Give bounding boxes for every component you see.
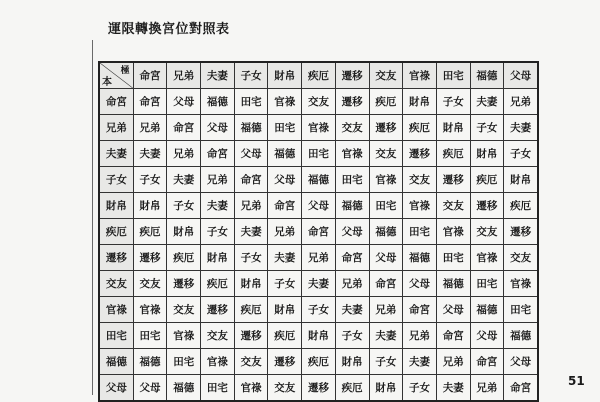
table-cell: 兄弟 [369,297,403,323]
table-cell: 子女 [268,271,302,297]
table-cell: 田宅 [201,375,235,402]
table-cell: 子女 [470,115,504,141]
table-cell: 疾厄 [504,193,538,219]
table-cell: 命宮 [403,297,437,323]
table-cell: 子女 [133,167,167,193]
table-cell: 遷移 [167,271,201,297]
table-cell: 疾厄 [470,167,504,193]
table-cell: 父母 [268,167,302,193]
column-header: 子女 [234,62,268,89]
table-cell: 田宅 [470,271,504,297]
table-cell: 父母 [167,89,201,115]
table-cell: 命宮 [234,167,268,193]
column-header: 遷移 [335,62,369,89]
table-cell: 兄弟 [133,115,167,141]
table-row [99,297,538,323]
table-cell: 官祿 [369,167,403,193]
table-cell: 交友 [201,323,235,349]
table-cell: 財帛 [302,323,336,349]
table-cell: 官祿 [167,323,201,349]
table-cell: 田宅 [436,245,470,271]
table-cell: 兄弟 [302,245,336,271]
table-cell: 交友 [470,219,504,245]
table-cell: 福德 [335,193,369,219]
table-cell: 夫妻 [335,297,369,323]
table-cell: 夫妻 [133,141,167,167]
table-cell: 命宮 [201,141,235,167]
table-cell: 疾厄 [369,89,403,115]
table-cell: 官祿 [133,297,167,323]
page-title: 運限轉換宮位對照表 [108,22,230,37]
table-cell: 疾厄 [268,323,302,349]
table-cell: 子女 [369,349,403,375]
table-cell: 福德 [369,219,403,245]
table-cell: 父母 [302,193,336,219]
table-cell: 命宮 [504,375,538,402]
table-cell: 夫妻 [369,323,403,349]
table-cell: 夫妻 [167,167,201,193]
row-header: 兄弟 [99,115,133,141]
table-cell: 父母 [504,349,538,375]
table-cell: 命宮 [268,193,302,219]
table-cell: 子女 [335,323,369,349]
table-cell: 交友 [403,167,437,193]
table-cell: 福德 [470,297,504,323]
table-cell: 田宅 [504,297,538,323]
table-cell: 財帛 [369,375,403,402]
table-cell: 疾厄 [201,271,235,297]
table-cell: 父母 [133,375,167,402]
row-header: 疾厄 [99,219,133,245]
table-cell: 夫妻 [470,89,504,115]
table-cell: 兄弟 [335,271,369,297]
table-cell: 田宅 [302,141,336,167]
table-cell: 兄弟 [201,167,235,193]
table-row [99,271,538,297]
table-cell: 福德 [133,349,167,375]
table-cell: 子女 [201,219,235,245]
table-cell: 兄弟 [504,89,538,115]
column-header: 交友 [369,62,403,89]
table-cell: 遷移 [436,167,470,193]
table-cell: 夫妻 [436,375,470,402]
table-cell: 夫妻 [201,193,235,219]
table-cell: 夫妻 [302,271,336,297]
table-cell: 財帛 [234,271,268,297]
table-cell: 遷移 [504,219,538,245]
table-cell: 命宮 [167,115,201,141]
table-cell: 父母 [335,219,369,245]
table-cell: 官祿 [201,349,235,375]
page-number: 51 [568,374,585,388]
table-cell: 官祿 [302,115,336,141]
table-cell: 田宅 [268,115,302,141]
table-cell: 福德 [403,245,437,271]
table-row [99,245,538,271]
table-row [99,167,538,193]
table-cell: 遷移 [268,349,302,375]
table-cell: 命宮 [302,219,336,245]
table-cell: 父母 [201,115,235,141]
table-row [99,219,538,245]
table-cell: 疾厄 [167,245,201,271]
table-cell: 官祿 [268,89,302,115]
table-cell: 財帛 [201,245,235,271]
table-cell: 命宮 [335,245,369,271]
table-cell: 子女 [234,245,268,271]
table-cell: 命宮 [133,89,167,115]
row-header: 財帛 [99,193,133,219]
table-cell: 財帛 [133,193,167,219]
row-header: 交友 [99,271,133,297]
table-cell: 遷移 [234,323,268,349]
table-cell: 子女 [302,297,336,323]
table-cell: 交友 [504,245,538,271]
table-cell: 財帛 [268,297,302,323]
table-cell: 兄弟 [436,349,470,375]
row-header: 官祿 [99,297,133,323]
table-row [99,141,538,167]
table-cell: 財帛 [403,89,437,115]
table-row [99,375,538,402]
row-header: 福德 [99,349,133,375]
table-cell: 疾厄 [403,115,437,141]
table-cell: 子女 [504,141,538,167]
row-header: 父母 [99,375,133,402]
table-cell: 官祿 [504,271,538,297]
table-cell: 夫妻 [504,115,538,141]
table-cell: 命宮 [369,271,403,297]
table-row [99,89,538,115]
row-header: 命宮 [99,89,133,115]
table-cell: 田宅 [133,323,167,349]
table-cell: 田宅 [167,349,201,375]
table-cell: 福德 [167,375,201,402]
table-cell: 福德 [201,89,235,115]
column-header: 父母 [504,62,538,89]
table-cell: 財帛 [470,141,504,167]
row-header: 子女 [99,167,133,193]
table-cell: 疾厄 [234,297,268,323]
table-cell: 子女 [167,193,201,219]
table-cell: 遷移 [201,297,235,323]
column-header: 命宮 [133,62,167,89]
column-header: 財帛 [268,62,302,89]
table-cell: 官祿 [470,245,504,271]
table-cell: 父母 [403,271,437,297]
table-cell: 疾厄 [436,141,470,167]
table-cell: 兄弟 [470,375,504,402]
table-cell: 夫妻 [234,219,268,245]
column-header: 福德 [470,62,504,89]
table-cell: 疾厄 [302,349,336,375]
table-cell: 兄弟 [403,323,437,349]
table-cell: 財帛 [335,349,369,375]
table-cell: 兄弟 [167,141,201,167]
table-cell: 福德 [302,167,336,193]
table-cell: 官祿 [403,193,437,219]
table-cell: 交友 [302,89,336,115]
table-cell: 命宮 [436,323,470,349]
table-cell: 遷移 [403,141,437,167]
table-cell: 田宅 [403,219,437,245]
table-cell: 財帛 [167,219,201,245]
table-cell: 福德 [234,115,268,141]
table-row [99,323,538,349]
header-row [99,62,538,89]
table-row [99,349,538,375]
row-header: 夫妻 [99,141,133,167]
column-header: 兄弟 [167,62,201,89]
table-cell: 官祿 [234,375,268,402]
column-header: 官祿 [403,62,437,89]
table-cell: 福德 [268,141,302,167]
table-cell: 福德 [436,271,470,297]
column-header: 田宅 [436,62,470,89]
table-cell: 遷移 [470,193,504,219]
table-cell: 兄弟 [234,193,268,219]
table-cell: 疾厄 [335,375,369,402]
table-cell: 遷移 [133,245,167,271]
table-cell: 父母 [234,141,268,167]
row-header: 田宅 [99,323,133,349]
table-cell: 子女 [403,375,437,402]
table-cell: 父母 [436,297,470,323]
table-cell: 田宅 [234,89,268,115]
column-header: 疾厄 [302,62,336,89]
table-cell: 夫妻 [403,349,437,375]
table-cell: 福德 [504,323,538,349]
table-cell: 財帛 [504,167,538,193]
margin-line [92,40,93,395]
table-cell: 田宅 [335,167,369,193]
palace-conversion-table [98,61,539,402]
table-cell: 田宅 [369,193,403,219]
table-cell: 父母 [369,245,403,271]
row-header: 遷移 [99,245,133,271]
table-cell: 交友 [369,141,403,167]
table-cell: 交友 [268,375,302,402]
table-cell: 夫妻 [268,245,302,271]
table-cell: 子女 [436,89,470,115]
table-cell: 交友 [436,193,470,219]
table-cell: 遷移 [335,89,369,115]
table-cell: 疾厄 [133,219,167,245]
corner-top-label: 極 [120,66,130,76]
table-cell: 官祿 [436,219,470,245]
column-header: 夫妻 [201,62,235,89]
table-cell: 財帛 [436,115,470,141]
corner-cell [99,62,133,89]
table-cell: 交友 [167,297,201,323]
table-row [99,193,538,219]
table-cell: 交友 [335,115,369,141]
table-cell: 交友 [234,349,268,375]
table-cell: 命宮 [470,349,504,375]
table-cell: 遷移 [369,115,403,141]
table-cell: 官祿 [335,141,369,167]
table-cell: 兄弟 [268,219,302,245]
table-cell: 遷移 [302,375,336,402]
table-cell: 父母 [470,323,504,349]
table-cell: 交友 [133,271,167,297]
corner-bottom-label: 本 [102,77,112,88]
table-row [99,115,538,141]
